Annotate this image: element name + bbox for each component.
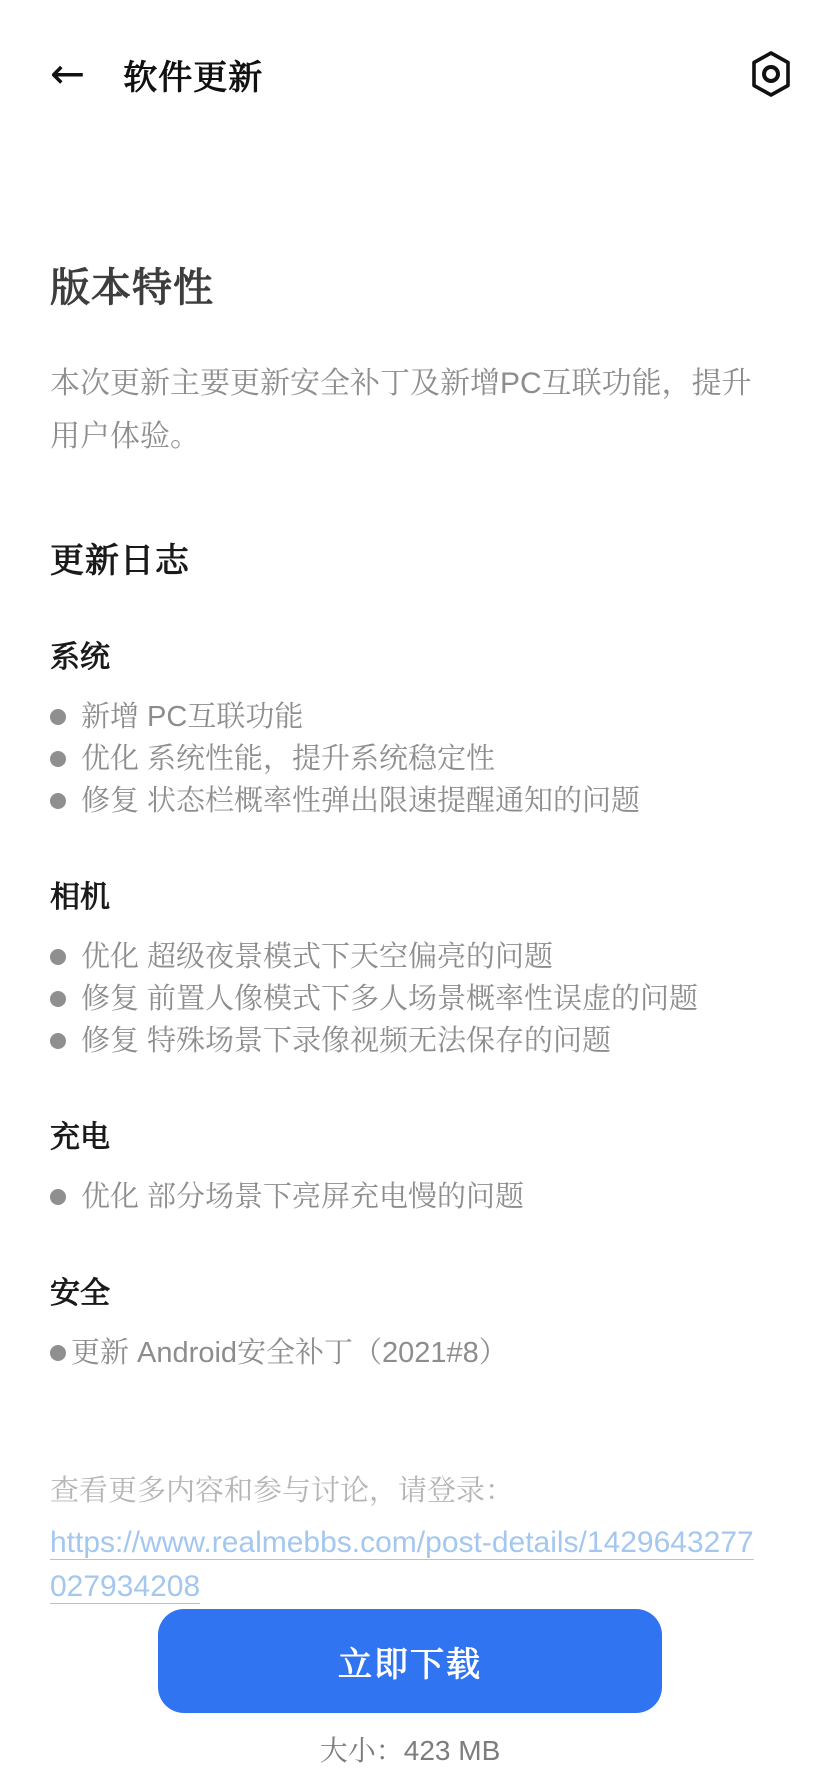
changelog-item-text: 优化 超级夜景模式下天空偏亮的问题 [81, 941, 554, 973]
bullet-icon [50, 1033, 66, 1049]
changelog-item [50, 738, 770, 780]
back-arrow-icon[interactable]: ← [50, 49, 86, 98]
bullet-icon [50, 793, 66, 809]
changelog-list-camera [50, 936, 770, 1062]
bullet-icon [50, 1189, 66, 1205]
section-title-camera: 相机 [50, 881, 110, 914]
changelog-item-text: 修复 前置人像模式下多人场景概率性误虚的问题 [81, 983, 699, 1015]
changelog-item-text: 优化 系统性能，提升系统稳定性 [81, 743, 496, 775]
features-description: 本次更新主要更新安全补丁及新增PC互联功能，提升用户体验。 [50, 367, 752, 453]
bullet-icon [50, 751, 66, 767]
changelog-item-text: 优化 部分场景下亮屏充电慢的问题 [81, 1181, 525, 1213]
forum-prompt-text: 查看更多内容和参与讨论，请登录： [50, 1475, 515, 1507]
changelog-item-text: 修复 特殊场景下录像视频无法保存的问题 [81, 1025, 612, 1057]
bullet-icon [50, 1345, 66, 1361]
app-header [0, 0, 820, 104]
changelog-item-text: 新增 PC互联功能 [81, 701, 304, 733]
bullet-icon [50, 991, 66, 1007]
changelog-item [50, 978, 770, 1020]
changelog-item [50, 1176, 770, 1218]
changelog-item [50, 1020, 770, 1062]
bullet-icon [50, 949, 66, 965]
changelog-heading: 更新日志 [50, 542, 190, 580]
changelog-item [50, 780, 770, 822]
forum-link[interactable]: https://www.realmebbs.com/post-details/1429643277027934208 [50, 1526, 754, 1603]
changelog-item [50, 936, 770, 978]
features-heading: 版本特性 [50, 266, 214, 310]
changelog-item [50, 1332, 770, 1374]
changelog-item-text: 更新 Android安全补丁（2021#8） [71, 1337, 508, 1369]
package-size-text: 大小：423 MB [319, 1735, 501, 1766]
page-title: 软件更新 [123, 58, 264, 97]
download-now-button[interactable]: 立即下载 [158, 1609, 662, 1713]
changelog-item [50, 696, 770, 738]
section-title-security: 安全 [50, 1277, 110, 1310]
changelog-list-charging [50, 1176, 770, 1218]
changelog-list-system [50, 696, 770, 822]
bullet-icon [50, 709, 66, 725]
changelog-list-security [50, 1332, 770, 1374]
settings-gear-icon[interactable] [748, 49, 794, 99]
section-title-system: 系统 [50, 641, 110, 674]
download-footer [0, 1609, 820, 1773]
update-notes [0, 104, 820, 1609]
section-title-charging: 充电 [50, 1121, 110, 1154]
changelog-item-text: 修复 状态栏概率性弹出限速提醒通知的问题 [81, 785, 641, 817]
